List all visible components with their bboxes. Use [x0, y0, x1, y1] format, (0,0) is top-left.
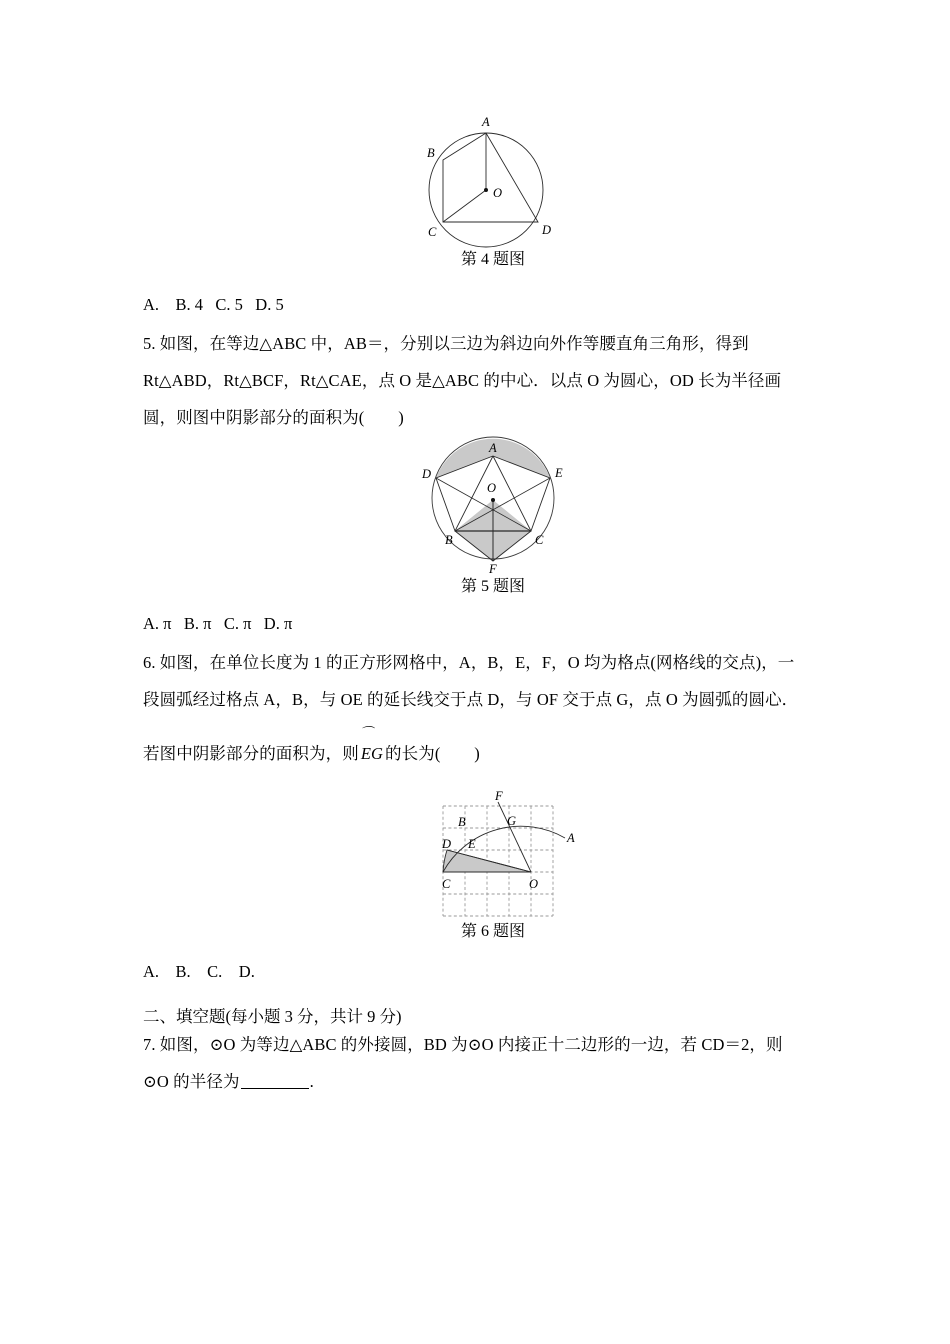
q5-line-3: 圆，则图中阴影部分的面积为( )	[143, 408, 404, 427]
figure-5-label-B: B	[445, 533, 453, 547]
figure-6-label-D: D	[442, 837, 452, 851]
figure-6-label-F: F	[495, 789, 503, 803]
section-2-heading: 二、填空题(每小题 3 分，共计 9 分)	[143, 1007, 402, 1026]
figure-6	[143, 788, 843, 944]
figure-6-label-C: C	[442, 877, 451, 891]
arc-eg-symbol	[359, 725, 385, 772]
q6-line-3	[143, 725, 843, 772]
figure-6-line-of	[498, 802, 531, 872]
q7-answer-blank[interactable]	[241, 1088, 309, 1089]
arc-bow-icon: ⌒	[359, 725, 373, 740]
figure-5-caption: 第 5 题图	[460, 578, 525, 595]
figure-5-label-F: F	[489, 562, 497, 575]
q7-line-2	[143, 1063, 843, 1100]
q4-options: A. B. 4 C. 5 D. 5	[143, 295, 284, 314]
figure-6-drawing	[398, 788, 588, 920]
q6-line-1: 6. 如图，在单位长度为 1 的正方形网格中，A，B，E，F，O 均为格点(网格线的交点)，一	[143, 653, 795, 672]
figure-5-label-E: E	[555, 466, 563, 480]
figure-6-label-B: B	[458, 815, 466, 829]
figure-5	[143, 430, 843, 599]
figure-4-label-D: D	[542, 223, 552, 237]
figure-5-label-O: O	[487, 481, 497, 495]
q7-line-2-pre: ⊙O 的半径为	[143, 1072, 240, 1091]
q6-line-3-post: 的长为( )	[385, 744, 480, 763]
q7-line-2-post: .	[309, 1072, 314, 1091]
figure-4-caption: 第 4 题图	[460, 251, 525, 268]
figure-5-drawing	[398, 430, 588, 575]
figure-6-label-O: O	[529, 877, 539, 891]
q5-line-1: 5. 如图，在等边△ABC 中，AB＝，分别以三边为斜边向外作等腰直角三角形，得到	[143, 334, 749, 353]
arc-eg-label: EG	[360, 744, 384, 763]
figure-4-label-B: B	[427, 146, 435, 160]
figure-6-label-E: E	[468, 837, 476, 851]
q5-line-2: Rt△ABD，Rt△BCF，Rt△CAE，点 O 是△ABC 的中心．以点 O 为圆心，OD 长为半径画	[143, 371, 782, 390]
figure-6-label-A: A	[567, 831, 575, 845]
figure-6-caption: 第 6 题图	[460, 923, 525, 940]
q7-line-1: 7. 如图，⊙O 为等边△ABC 的外接圆，BD 为⊙O 内接正十二边形的一边，若 CD＝2，则	[143, 1035, 783, 1054]
figure-4	[143, 108, 843, 272]
figure-6-label-G: G	[507, 814, 517, 828]
figure-4-drawing	[398, 108, 588, 248]
figure-5-label-D: D	[422, 467, 432, 481]
figure-5-label-C: C	[535, 533, 544, 547]
figure-4-label-A: A	[482, 115, 490, 129]
q5-options: A. π B. π C. π D. π	[143, 614, 293, 633]
q6-line-2: 段圆弧经过格点 A，B，与 OE 的延长线交于点 D，与 OF 交于点 G，点 O 为圆弧的圆心．	[143, 690, 799, 709]
figure-5-label-A: A	[489, 441, 497, 455]
q6-line-3-pre: 若图中阴影部分的面积为，则	[143, 744, 359, 763]
figure-4-label-O: O	[493, 186, 503, 200]
q6-options: A. B. C. D.	[143, 962, 255, 981]
figure-4-label-C: C	[428, 225, 437, 239]
